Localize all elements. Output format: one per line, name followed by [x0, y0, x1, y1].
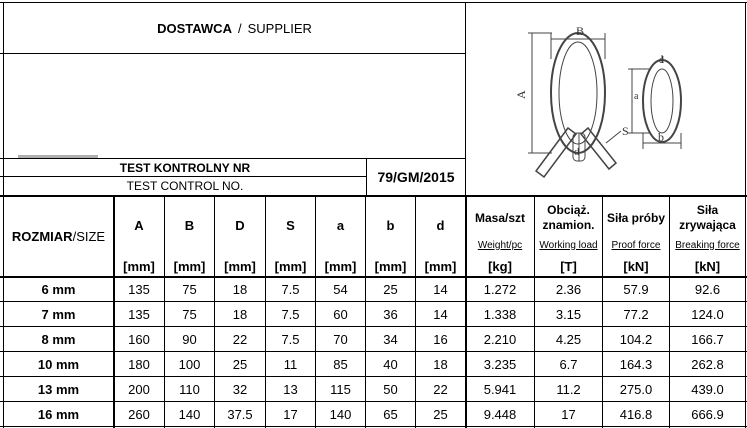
scan-artifact	[18, 155, 98, 158]
table-cell: 164.3	[619, 356, 653, 372]
label-B: B	[576, 24, 585, 38]
table-cell: 666.9	[691, 406, 724, 422]
supplier-en: SUPPLIER	[247, 20, 312, 36]
label-A: A	[514, 90, 528, 99]
table-cell: 124.0	[691, 306, 724, 322]
table-cell: 416.8	[619, 406, 653, 422]
table-row-size: 16 mm	[37, 406, 80, 422]
supplier-header	[4, 3, 465, 53]
extra-header-unit: [T]	[560, 258, 577, 274]
extra-header-unit: [kg]	[488, 258, 512, 274]
table-cell: 11	[283, 356, 298, 372]
label-b: b	[658, 130, 664, 144]
dim-header-A: A	[134, 217, 144, 233]
table-row-size: 10 mm	[37, 356, 80, 372]
table-cell: 90	[182, 331, 197, 347]
table-cell: 25	[433, 406, 448, 422]
table-cell: 2.36	[555, 281, 582, 297]
label-S: S	[622, 124, 629, 138]
dim-unit: [mm]	[374, 258, 407, 274]
table-cell: 60	[333, 306, 348, 322]
table-cell: 439.0	[691, 381, 724, 397]
table-cell: 50	[383, 381, 398, 397]
table-cell: 85	[333, 356, 348, 372]
table-cell: 75	[182, 306, 197, 322]
table-cell: 18	[232, 306, 248, 322]
table-cell: 140	[178, 406, 201, 422]
dim-header-B: B	[184, 217, 195, 233]
table-cell: 7.5	[281, 281, 300, 297]
dim-header-D: D	[235, 217, 245, 233]
dim-header-a: a	[336, 217, 345, 233]
table-cell: 4.25	[555, 331, 582, 347]
supplier-separator: /	[237, 20, 242, 36]
table-cell: 14	[433, 281, 448, 297]
table-cell: 22	[232, 331, 248, 347]
extra-header-pl: Siła próby	[606, 211, 665, 225]
table-cell: 57.9	[623, 281, 649, 297]
table-cell: 32	[232, 381, 248, 397]
table-cell: 13	[283, 381, 298, 397]
dim-header-b: b	[386, 217, 395, 233]
table-cell: 135	[128, 306, 150, 322]
table-cell: 180	[128, 356, 150, 372]
table-row-size: 7 mm	[41, 306, 76, 322]
extra-header-en: Weight/pc	[477, 239, 523, 251]
extra-header-pl-line2: znamion.	[542, 218, 595, 232]
supplier-pl: DOSTAWCA	[157, 20, 232, 36]
table-cell: 70	[333, 331, 348, 347]
dim-unit: [mm]	[424, 258, 457, 274]
table-cell: 104.2	[619, 331, 653, 347]
dim-unit: [mm]	[123, 258, 155, 274]
size-header: ROZMIAR /SIZE	[11, 228, 106, 244]
table-cell: 7.5	[281, 306, 300, 322]
table-row-size: 8 mm	[41, 331, 76, 347]
table-cell: 22	[433, 381, 448, 397]
dim-header-d: d	[436, 217, 445, 233]
extra-header-unit: [kN]	[623, 258, 649, 274]
label-d: d	[574, 146, 580, 158]
table-cell: 36	[383, 306, 398, 322]
table-row-size: 13 mm	[37, 381, 80, 397]
table-cell: 65	[383, 406, 398, 422]
table-cell: 11.2	[556, 381, 581, 397]
table-cell: 17	[283, 406, 298, 422]
dim-unit: [mm]	[274, 258, 307, 274]
label-d-side: d	[659, 55, 664, 66]
table-cell: 25	[232, 356, 248, 372]
table-cell: 200	[128, 381, 150, 397]
table-cell: 260	[128, 406, 150, 422]
table-cell: 40	[383, 356, 398, 372]
extra-header-pl-line2: zrywająca	[679, 218, 736, 232]
table-cell: 3.15	[555, 306, 582, 322]
dim-unit: [mm]	[324, 258, 357, 274]
table-cell: 275.0	[619, 381, 653, 397]
extra-header-unit: [kN]	[694, 258, 721, 274]
table-cell: 100	[178, 356, 201, 372]
dim-header-S: S	[286, 217, 295, 233]
table-cell: 34	[383, 331, 398, 347]
dim-unit: [mm]	[224, 258, 256, 274]
test-control-pl: TEST KONTROLNY NR	[119, 160, 251, 175]
table-cell: 92.6	[694, 281, 721, 297]
table-cell: 77.2	[623, 306, 649, 322]
extra-header-en: Proof force	[611, 239, 661, 251]
test-control-en: TEST CONTROL NO.	[126, 179, 244, 193]
table-cell: 16	[433, 331, 448, 347]
table-cell: 18	[433, 356, 448, 372]
table-cell: 18	[232, 281, 248, 297]
table-cell: 7.5	[281, 331, 300, 347]
table-row-size: 6 mm	[41, 281, 76, 297]
link-inner	[559, 42, 597, 144]
table-cell: 37.5	[227, 406, 253, 422]
table-cell: 5.941	[483, 381, 517, 397]
table-cell: 54	[333, 281, 348, 297]
extra-header-en: Working load	[539, 239, 598, 251]
dim-unit: [mm]	[173, 258, 206, 274]
table-cell: 160	[128, 331, 150, 347]
table-cell: 2.210	[483, 331, 517, 347]
table-cell: 17	[561, 406, 576, 422]
extra-header-en: Breaking force	[675, 239, 740, 251]
test-number: 79/GM/2015	[377, 169, 455, 185]
extra-header-pl-line1: Siła	[696, 203, 719, 217]
table-cell: 6.7	[559, 356, 578, 372]
table-cell: 9.448	[483, 406, 517, 422]
table-cell: 135	[128, 281, 150, 297]
label-a: a	[634, 91, 639, 102]
master-link-diagram	[466, 3, 745, 195]
extra-header-pl-line1: Obciąż.	[547, 203, 590, 217]
table-cell: 166.7	[691, 331, 724, 347]
table-cell: 1.338	[483, 306, 517, 322]
table-cell: 1.272	[483, 281, 517, 297]
table-cell: 14	[433, 306, 448, 322]
table-cell: 25	[383, 281, 398, 297]
extra-header-pl: Masa/szt	[474, 211, 526, 225]
table-cell: 115	[330, 381, 351, 397]
table-cell: 140	[329, 406, 352, 422]
table-cell: 110	[179, 381, 200, 397]
side-link-inner	[651, 69, 673, 133]
table-cell: 262.8	[691, 356, 724, 372]
table-cell: 3.235	[483, 356, 517, 372]
table-cell: 75	[182, 281, 197, 297]
